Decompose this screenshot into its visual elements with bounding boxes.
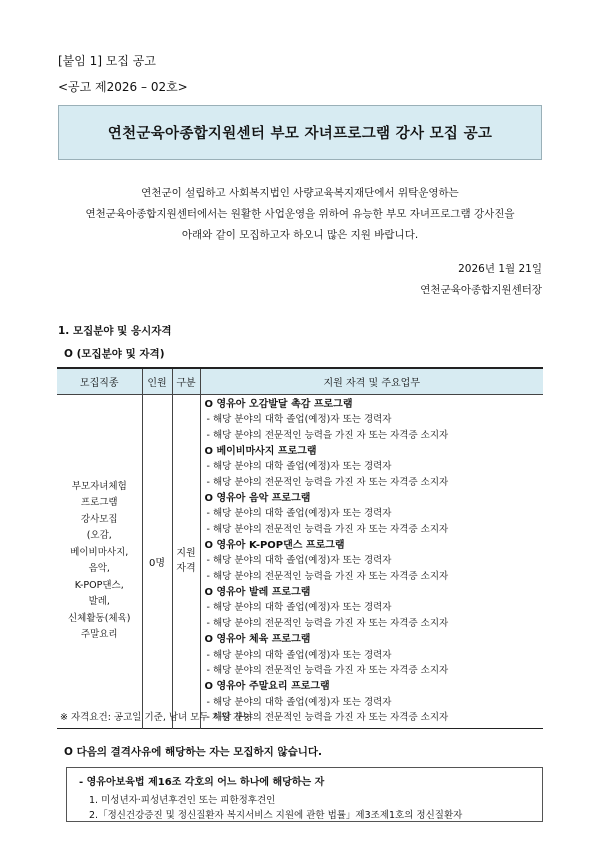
disqualification-heading: - 영유아보육법 제16조 각호의 어느 하나에 해당하는 자 xyxy=(79,777,325,788)
program-title: O 영유아 주말요리 프로그램 xyxy=(204,680,330,692)
disqualification-item: 2.「정신건강증진 및 정신질환자 복지서비스 지원에 관한 법률」제3조제1호의 정신질환자 xyxy=(89,810,463,821)
header-position: 모집직종 xyxy=(57,368,142,394)
program-title: O 영유아 K-POP댄스 프로그램 xyxy=(204,539,345,551)
attachment-label: [붙임 1] 모집 공고 xyxy=(58,54,156,68)
recruitment-table xyxy=(57,367,543,729)
section2-heading: O 다음의 결격사유에 해당하는 자는 모집하지 않습니다. xyxy=(64,746,322,758)
intro-line: 연천군이 설립하고 사회복지법인 사량교육복지재단에서 위탁운영하는 xyxy=(141,187,459,199)
program-title: O 영유아 오감발달 촉감 프로그램 xyxy=(204,398,353,410)
qualification-line: - 해당 분야의 전문적인 능력을 가진 자 또는 자격증 소지자 xyxy=(206,524,449,535)
position-line: 발레, xyxy=(88,596,110,608)
qualification-line: - 해당 분야의 전문적인 능력을 가진 자 또는 자격증 소지자 xyxy=(206,476,449,488)
notice-date: 2026년 1월 21일 xyxy=(458,263,542,275)
qualification-line: - 해당 분야의 전문적인 능력을 가진 자 또는 자격증 소지자 xyxy=(206,712,449,724)
qualification-line: - 해당 분야의 대학 졸업(예정)자 또는 경력자 xyxy=(206,649,392,661)
program-title: O 베이비마사지 프로그램 xyxy=(204,445,317,457)
program-title: O 영유아 발레 프로그램 xyxy=(204,586,311,598)
qualification-line: - 해당 분야의 대학 졸업(예정)자 또는 경력자 xyxy=(206,414,392,426)
qualification-line: - 해당 분야의 대학 졸업(예정)자 또는 경력자 xyxy=(206,555,392,567)
position-line: (오감, xyxy=(86,530,112,542)
program-title: O 영유아 음악 프로그램 xyxy=(204,492,311,504)
qualification-line: - 해당 분야의 전문적인 능력을 가진 자 또는 자격증 소지자 xyxy=(206,429,449,441)
eligibility-note: ※ 자격요건: 공고일 기준, 남녀 모두 지원 가능 xyxy=(60,712,252,723)
page-title xyxy=(58,105,542,160)
intro-line: 아래와 같이 모집하고자 하오니 많은 지원 바랍니다. xyxy=(181,229,419,241)
table-row xyxy=(57,394,543,728)
category-line: 자격 xyxy=(176,563,196,575)
header-count: 인원 xyxy=(142,368,172,394)
intro-paragraph xyxy=(60,183,540,246)
position-line: 신체활동(체육) xyxy=(68,612,131,624)
qualification-line: - 해당 분야의 대학 졸업(예정)자 또는 경력자 xyxy=(206,602,392,614)
disqualification-box xyxy=(66,767,543,822)
intro-line: 연천군육아종합지원센터에서는 원활한 사업운영을 위하여 유능한 부모 자녀프로그램 강사진을 xyxy=(85,208,515,220)
count-cell: 0명 xyxy=(142,394,172,728)
program-title: O 영유아 체육 프로그램 xyxy=(204,633,311,645)
section1-subheading: O (모집분야 및 자격) xyxy=(64,348,165,360)
table-header-row xyxy=(57,368,543,394)
position-line: 주말요리 xyxy=(80,629,118,641)
page-title-text: 연천군육아종합지원센터 부모 자녀프로그램 강사 모집 공고 xyxy=(107,126,493,142)
requirements-cell xyxy=(200,394,543,728)
notice-number: <공고 제2026 – 02호> xyxy=(58,80,188,94)
qualification-line: - 해당 분야의 대학 졸업(예정)자 또는 경력자 xyxy=(206,508,392,520)
qualification-line: - 해당 분야의 전문적인 능력을 가진 자 또는 자격증 소지자 xyxy=(206,665,449,677)
qualification-line: - 해당 분야의 대학 졸업(예정)자 또는 경력자 xyxy=(206,696,392,708)
qualification-line: - 해당 분야의 전문적인 능력을 가진 자 또는 자격증 소지자 xyxy=(206,571,449,583)
position-line: 강사모집 xyxy=(80,513,118,525)
position-line: 베이비마사지, xyxy=(70,546,129,558)
qualification-line: - 해당 분야의 전문적인 능력을 가진 자 또는 자격증 소지자 xyxy=(206,618,449,630)
header-category: 구분 xyxy=(172,368,200,394)
position-line: 부모자녀체험 xyxy=(71,480,127,492)
qualification-line: - 해당 분야의 대학 졸업(예정)자 또는 경력자 xyxy=(206,461,392,473)
header-requirements: 지원 자격 및 주요업무 xyxy=(200,368,543,394)
position-cell xyxy=(57,394,142,728)
position-line: 프로그램 xyxy=(80,497,118,509)
category-cell xyxy=(172,394,200,728)
section1-heading: 1. 모집분야 및 응시자격 xyxy=(58,325,172,337)
category-line: 지원 xyxy=(176,548,196,560)
position-line: K-POP댄스, xyxy=(74,579,124,591)
disqualification-item: 1. 미성년자·피성년후견인 또는 피한정후견인 xyxy=(89,795,276,806)
signature: 연천군육아종합지원센터장 xyxy=(420,284,542,296)
position-line: 음악, xyxy=(88,563,110,575)
